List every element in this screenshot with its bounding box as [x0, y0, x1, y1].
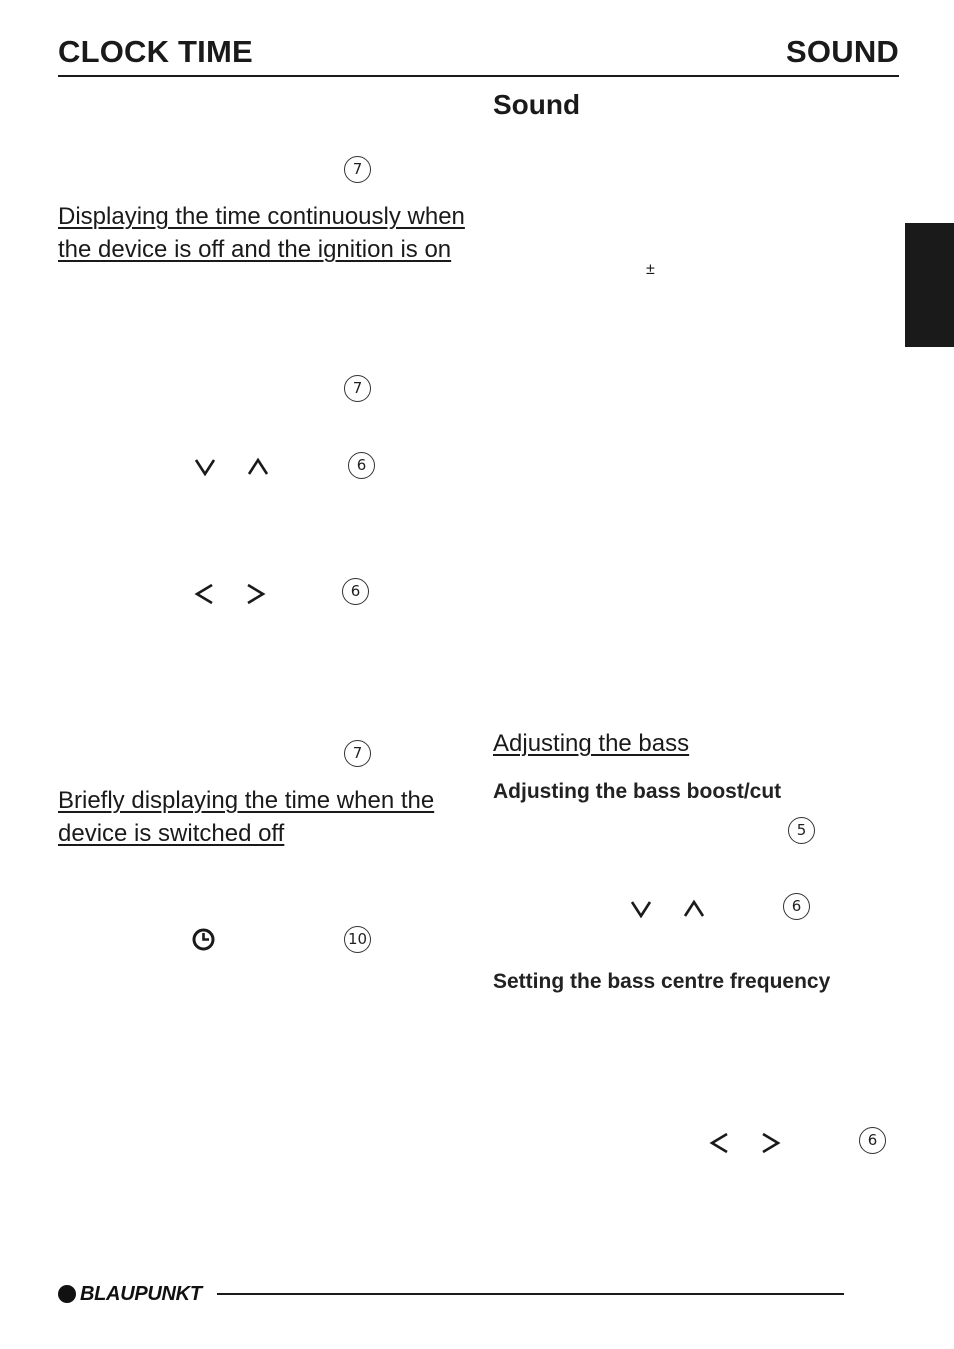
key-ref-7: 7 [344, 740, 371, 767]
subheading-bass-centre-frequency: Setting the bass centre frequency [493, 970, 831, 993]
section-title-adjusting-bass: Adjusting the bass [493, 730, 690, 757]
right-arrow-icon [242, 582, 268, 606]
brand-logo [58, 1282, 202, 1306]
section-title-brief-time: Briefly displaying the time when the device is switched off [58, 787, 435, 847]
left-arrow-icon [192, 582, 218, 606]
key-ref-7: 7 [344, 156, 371, 183]
key-ref-6: 6 [348, 452, 375, 479]
right-arrow-icon [757, 1131, 783, 1155]
key-ref-10: 10 [344, 926, 371, 953]
down-arrow-icon [192, 455, 218, 479]
up-arrow-icon [681, 897, 707, 921]
clock-icon [191, 927, 216, 952]
sound-heading: Sound [493, 89, 581, 120]
page-header-right-title: SOUND [786, 34, 899, 69]
key-ref-6: 6 [783, 893, 810, 920]
logo-dot-icon [58, 1285, 76, 1303]
key-ref-5: 5 [788, 817, 815, 844]
chapter-tab [905, 223, 954, 347]
footer-rule [217, 1293, 844, 1295]
section-title-continuous-time: Displaying the time continuously when the device is off and the ignition is on [58, 203, 465, 263]
up-arrow-icon [245, 455, 271, 479]
page-header-left-title: CLOCK TIME [58, 34, 253, 69]
subheading-bass-boost-cut: Adjusting the bass boost/cut [493, 780, 782, 803]
down-arrow-icon [628, 897, 654, 921]
key-ref-6: 6 [859, 1127, 886, 1154]
brand-name: BLAUPUNKT [80, 1282, 202, 1305]
left-arrow-icon [707, 1131, 733, 1155]
header-rule [58, 75, 899, 77]
key-ref-7: 7 [344, 375, 371, 402]
plus-minus-symbol: ± [646, 261, 655, 278]
key-ref-6: 6 [342, 578, 369, 605]
